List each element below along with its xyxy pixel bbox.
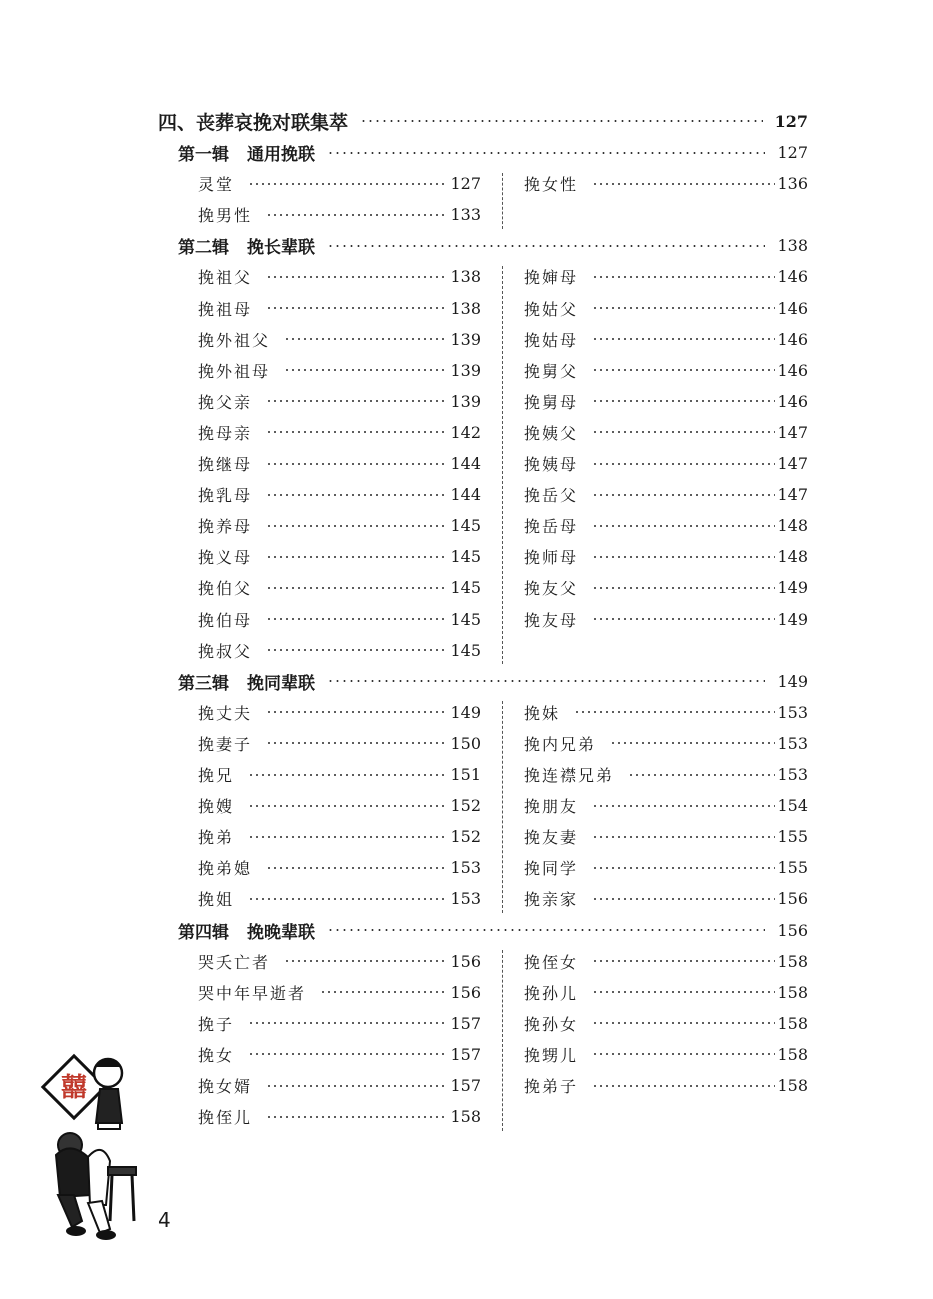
toc-entry [198,824,481,850]
entry-title: 挽岳母 [524,517,579,537]
entry-page: 157 [450,1013,481,1033]
toc-entry [524,357,808,383]
toc-entry [524,482,808,508]
entry-title: 挽侄儿 [198,1108,253,1128]
section-name: 挽晚辈联 [247,922,315,943]
dot-leader [248,836,448,838]
entry-title: 挽妹 [524,703,561,723]
entry-page: 153 [777,765,808,784]
dot-leader [266,525,448,527]
section-heading [178,233,808,259]
dot-leader [592,836,775,838]
section-heading [178,140,808,166]
toc-entry [524,762,808,788]
toc-entry [198,762,481,788]
entry-page: 152 [450,796,481,816]
dot-leader [266,400,448,402]
chapter-page: 127 [774,111,808,131]
entry-title: 挽姑母 [524,330,579,350]
entry-page: 136 [777,174,808,194]
entry-page: 142 [450,422,481,442]
entry-page: 150 [450,733,481,753]
dot-leader [592,898,775,900]
entry-page: 147 [777,454,808,473]
entry-page: 155 [777,858,808,878]
dot-leader [284,338,448,340]
entry-title: 挽男性 [198,206,253,226]
sign-glyph: 囍 [60,1073,88,1103]
entry-title: 挽舅母 [524,392,579,412]
entry-page: 158 [450,1107,481,1127]
section-page: 138 [777,236,808,256]
dot-leader [266,556,448,558]
toc-entry [524,1073,808,1099]
dot-leader [266,649,448,651]
dot-leader [266,587,448,589]
page-number: 4 [158,1208,171,1232]
column-divider [502,266,503,664]
column-divider [502,950,503,1131]
entry-page: 156 [450,951,481,971]
dot-leader [266,463,448,465]
entry-title: 挽叔父 [198,641,253,661]
dot-leader [592,991,775,993]
entry-page: 146 [777,298,808,318]
entry-title: 挽舅父 [524,361,579,381]
entry-title: 挽侄女 [524,952,579,972]
dot-leader [248,1022,448,1024]
section-label [178,140,315,165]
mascot-illustration [30,1045,145,1240]
toc-entry [524,886,808,912]
entry-page: 145 [450,516,481,536]
entry-page: 147 [777,422,808,442]
entry-page: 139 [450,329,481,349]
section-heading [178,917,808,943]
entry-page: 158 [777,1044,808,1064]
entry-page: 158 [777,982,808,1002]
dot-leader [266,742,448,744]
entry-title: 挽姐 [198,890,235,910]
toc-entry [198,264,481,290]
toc-entry [198,1041,481,1067]
dot-leader [266,711,448,713]
entry-page: 148 [777,547,808,567]
section-heading [178,668,808,694]
toc-entry [198,451,481,477]
entry-title: 挽同学 [524,859,579,879]
entry-title: 挽婶母 [524,268,579,288]
entry-title: 灵堂 [198,175,235,195]
entry-title: 挽姨母 [524,455,579,474]
dot-leader [360,120,763,122]
toc-entry [198,855,481,881]
toc-entry [198,513,481,539]
dot-leader [266,867,448,869]
toc-entry [524,171,808,197]
entry-title: 挽弟 [198,828,235,848]
entry-title: 挽弟媳 [198,859,253,879]
entry-page: 144 [450,454,481,473]
entry-page: 145 [450,547,481,567]
entry-title: 挽师母 [524,548,579,568]
section-label [178,669,315,694]
dot-leader [592,1022,775,1024]
entry-title: 挽祖父 [198,268,253,288]
toc-entry [198,637,481,663]
toc-entry [198,1104,481,1130]
dot-leader [266,307,448,309]
entry-title: 挽弟子 [524,1077,579,1096]
entry-page: 158 [777,1076,808,1095]
toc-entry [524,451,808,477]
entry-title: 挽义母 [198,548,253,568]
entry-page: 157 [450,1044,481,1064]
toc-entry [198,357,481,383]
entry-title: 挽内兄弟 [524,734,597,754]
toc-entry [198,388,481,414]
entry-page: 144 [450,485,481,505]
dot-leader [266,1116,448,1118]
entry-page: 158 [777,951,808,971]
dot-leader [248,805,448,807]
dot-leader [574,711,775,713]
entry-title: 挽兄 [198,766,235,785]
toc-entry [524,513,808,539]
dot-leader [327,245,765,247]
dot-leader [592,525,775,527]
toc-entry [524,295,808,321]
entry-page: 149 [450,702,481,722]
section-page: 149 [777,671,808,691]
section-page: 156 [777,920,808,940]
entry-page: 145 [450,609,481,629]
dot-leader [284,960,448,962]
toc-entry [524,699,808,725]
entry-page: 138 [450,267,481,287]
dot-leader [266,214,448,216]
entry-page: 139 [450,391,481,411]
toc-entry [524,606,808,632]
entry-page: 156 [450,982,481,1002]
toc-entry [198,1073,481,1099]
toc-entry [198,295,481,321]
dot-leader [592,431,775,433]
entry-page: 138 [450,298,481,318]
section-prefix: 第一辑 [178,145,229,165]
toc-entry [198,482,481,508]
toc-entry [524,575,808,601]
entry-page: 133 [450,205,481,225]
dot-leader [592,867,775,869]
entry-title: 挽女 [198,1045,235,1065]
dot-leader [266,1085,448,1087]
entry-title: 挽亲家 [524,890,579,910]
entry-page: 153 [777,733,808,753]
entry-page: 146 [777,329,808,349]
column-divider [502,701,503,913]
entry-title: 挽姑父 [524,299,579,319]
entry-page: 149 [777,578,808,598]
entry-title: 挽妻子 [198,734,253,754]
entry-page: 157 [450,1076,481,1095]
toc-entry [524,326,808,352]
toc-entry [524,948,808,974]
entry-title: 挽女性 [524,175,579,195]
toc-entry [524,979,808,1005]
toc-entry [198,979,481,1005]
entry-title: 挽伯母 [198,610,253,630]
entry-title: 挽母亲 [198,423,253,443]
dot-leader [320,991,448,993]
entry-page: 146 [777,267,808,287]
entry-title: 挽岳父 [524,486,579,506]
section-name: 通用挽联 [247,145,315,165]
toc-entry [524,388,808,414]
toc-entry [524,1010,808,1036]
entry-page: 145 [450,640,481,660]
toc-entry [524,419,808,445]
section-name: 挽同辈联 [247,673,315,694]
entry-page: 147 [777,485,808,505]
section-label [178,918,315,943]
toc-entry [198,202,481,228]
entry-page: 155 [777,827,808,847]
toc-entry [524,544,808,570]
dot-leader [592,1085,775,1087]
toc-entry [198,699,481,725]
section-prefix: 第四辑 [178,922,229,943]
entry-page: 146 [777,360,808,380]
entry-title: 挽父亲 [198,392,253,412]
section-name: 挽长辈联 [247,238,315,259]
entry-title: 挽继母 [198,455,253,474]
dot-leader [327,680,765,682]
entry-page: 149 [777,609,808,629]
dot-leader [266,276,448,278]
section-prefix: 第二辑 [178,238,229,259]
entry-title: 挽祖母 [198,299,253,319]
dot-leader [592,556,775,558]
entry-title: 挽连襟兄弟 [524,766,615,785]
entry-title: 挽子 [198,1014,235,1034]
dot-leader [327,929,765,931]
dot-leader [610,742,775,744]
entry-page: 146 [777,391,808,411]
entry-title: 哭中年早逝者 [198,983,307,1003]
entry-page: 154 [777,796,808,816]
toc-entry [198,948,481,974]
section-label [178,233,315,258]
toc-entry [198,1010,481,1036]
toc-entry [198,730,481,756]
dot-leader [592,587,775,589]
toc-entry [198,326,481,352]
dot-leader [592,338,775,340]
entry-title: 挽孙儿 [524,983,579,1003]
dot-leader [592,400,775,402]
toc-entry [524,855,808,881]
entry-page: 156 [777,889,808,909]
entry-title: 挽甥儿 [524,1045,579,1065]
entry-page: 158 [777,1013,808,1033]
entry-title: 挽养母 [198,517,253,537]
entry-title: 挽姨父 [524,423,579,443]
chapter-title: 四、丧葬哀挽对联集萃 [158,111,349,134]
entry-page: 145 [450,578,481,598]
dot-leader [628,774,775,776]
entry-page: 152 [450,827,481,847]
entry-page: 153 [450,858,481,878]
dot-leader [248,1053,448,1055]
toc-entry [524,793,808,819]
toc-entry [198,606,481,632]
dot-leader [266,494,448,496]
chapter-heading [158,108,808,134]
dot-leader [248,183,448,185]
dot-leader [592,618,775,620]
toc-entry [198,544,481,570]
entry-page: 148 [777,516,808,536]
entry-page: 139 [450,360,481,380]
toc-entry [198,419,481,445]
toc-entry [198,575,481,601]
dot-leader [248,774,448,776]
dot-leader [592,276,775,278]
toc-entry [524,1041,808,1067]
section-prefix: 第三辑 [178,673,229,694]
entry-title: 挽女婿 [198,1077,253,1096]
entry-title: 挽伯父 [198,579,253,599]
toc-entry [198,171,481,197]
entry-page: 153 [450,889,481,909]
dot-leader [592,960,775,962]
entry-title: 挽孙女 [524,1014,579,1034]
dot-leader [592,494,775,496]
dot-leader [592,183,775,185]
entry-title: 挽嫂 [198,797,235,817]
toc-entry [524,824,808,850]
toc-entry [524,264,808,290]
entry-title: 挽友父 [524,579,579,599]
toc-entry [198,793,481,819]
dot-leader [592,369,775,371]
dot-leader [248,898,448,900]
dot-leader [266,618,448,620]
dot-leader [284,369,448,371]
entry-page: 153 [777,702,808,722]
entry-title: 挽乳母 [198,486,253,506]
dot-leader [266,431,448,433]
entry-title: 挽丈夫 [198,703,253,723]
dot-leader [592,1053,775,1055]
dot-leader [592,805,775,807]
entry-page: 151 [450,765,481,784]
toc-entry [524,730,808,756]
entry-page: 127 [450,174,481,194]
entry-title: 挽外祖父 [198,330,271,350]
dot-leader [592,307,775,309]
entry-title: 挽友母 [524,610,579,630]
entry-title: 挽朋友 [524,797,579,817]
dot-leader [327,152,765,154]
section-page: 127 [777,143,808,162]
entry-title: 挽友妻 [524,828,579,848]
column-divider [502,173,503,229]
entry-title: 挽外祖母 [198,361,271,381]
toc-entry [198,886,481,912]
entry-title: 哭夭亡者 [198,952,271,972]
dot-leader [592,463,775,465]
